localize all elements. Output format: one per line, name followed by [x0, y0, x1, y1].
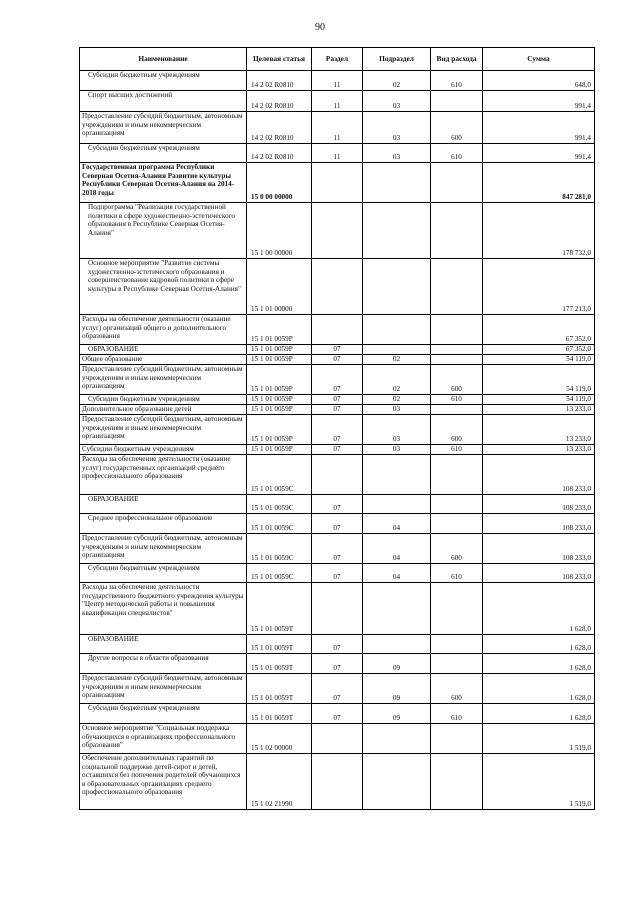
row-csr-cell: 15 1 01 0059Т	[247, 704, 312, 724]
row-section-cell: 07	[312, 445, 363, 455]
row-name-cell: Субсидии бюджетным учреждениям	[80, 564, 247, 583]
row-section-cell: 07	[312, 704, 363, 724]
row-csr-cell: 15 1 01 0059Т	[247, 635, 312, 654]
row-name-cell: Дополнительное образование детей	[80, 405, 247, 415]
row-expense-type-cell: 610	[431, 395, 483, 405]
row-csr-cell: 15 1 01 0059Т	[247, 583, 312, 635]
row-section-cell	[312, 203, 363, 259]
table-row	[80, 635, 595, 654]
row-csr-cell: 15 1 01 0059С	[247, 495, 312, 514]
row-subsection-cell: 03	[363, 405, 431, 415]
row-section-cell: 07	[312, 654, 363, 674]
row-csr-cell: 15 1 02 21990	[247, 754, 312, 810]
row-sum-cell: 108 233,0	[483, 455, 595, 495]
table-row	[80, 534, 595, 564]
row-sum-cell: 108 233,0	[483, 534, 595, 564]
row-csr-cell: 15 0 00 00000	[247, 163, 312, 203]
table-row	[80, 445, 595, 455]
row-section-cell: 07	[312, 534, 363, 564]
row-sum-cell: 67 352,0	[483, 345, 595, 355]
row-subsection-cell: 04	[363, 514, 431, 534]
row-expense-type-cell	[431, 583, 483, 635]
row-subsection-cell	[363, 345, 431, 355]
row-sum-cell: 1 628,0	[483, 583, 595, 635]
row-subsection-cell: 03	[363, 415, 431, 445]
row-name-cell: Спорт высших достижений	[80, 91, 247, 112]
row-name-cell: Субсидии бюджетным учреждениям	[80, 395, 247, 405]
row-csr-cell: 15 1 00 00000	[247, 203, 312, 259]
row-sum-cell: 54 119,0	[483, 355, 595, 365]
row-csr-cell: 14 2 02 R0810	[247, 71, 312, 91]
row-sum-cell: 54 119,0	[483, 395, 595, 405]
header-subsection: Подраздел	[363, 48, 431, 71]
row-subsection-cell: 04	[363, 564, 431, 583]
row-subsection-cell: 02	[363, 395, 431, 405]
row-expense-type-cell	[431, 635, 483, 654]
row-subsection-cell	[363, 259, 431, 315]
row-csr-cell: 14 2 02 R0810	[247, 112, 312, 144]
table-row	[80, 724, 595, 754]
row-name-cell: Предоставление субсидий бюджетным, автономным учреждениям и иным некоммерческим организациям	[80, 674, 247, 704]
row-name-cell: ОБРАЗОВАНИЕ	[80, 495, 247, 514]
row-section-cell: 07	[312, 415, 363, 445]
row-csr-cell: 15 1 01 0059Т	[247, 674, 312, 704]
row-section-cell: 07	[312, 495, 363, 514]
row-section-cell	[312, 259, 363, 315]
row-sum-cell: 991,4	[483, 112, 595, 144]
row-expense-type-cell	[431, 315, 483, 345]
table-row	[80, 203, 595, 259]
row-csr-cell: 15 1 01 0059С	[247, 514, 312, 534]
row-expense-type-cell	[431, 724, 483, 754]
row-expense-type-cell	[431, 203, 483, 259]
row-expense-type-cell: 600	[431, 534, 483, 564]
row-csr-cell: 15 1 01 0059Р	[247, 345, 312, 355]
table-row	[80, 674, 595, 704]
header-expense-type: Вид расхода	[431, 48, 483, 71]
row-name-cell: Обеспечение дополнительных гарантий по социальной поддержке детей-сирот и детей, оставшихся без попечения родителей обучающихся в образовательных организациях среднего профессионального образования	[80, 754, 247, 810]
row-name-cell: Другие вопросы в области образования	[80, 654, 247, 674]
row-expense-type-cell	[431, 455, 483, 495]
row-section-cell: 07	[312, 395, 363, 405]
row-sum-cell: 1 519,0	[483, 754, 595, 810]
row-subsection-cell	[363, 163, 431, 203]
row-subsection-cell: 09	[363, 674, 431, 704]
table-row	[80, 365, 595, 395]
row-sum-cell: 177 213,0	[483, 259, 595, 315]
row-name-cell: Расходы на обеспечение деятельности (оказание услуг) государственных организаций среднего профессионального образования	[80, 455, 247, 495]
row-csr-cell: 15 1 01 0059Р	[247, 365, 312, 395]
table-row	[80, 405, 595, 415]
table-row	[80, 564, 595, 583]
row-csr-cell: 15 1 01 0059С	[247, 455, 312, 495]
table-row	[80, 163, 595, 203]
row-sum-cell: 991,4	[483, 91, 595, 112]
row-section-cell: 07	[312, 564, 363, 583]
row-expense-type-cell	[431, 355, 483, 365]
row-name-cell: Предоставление субсидий бюджетным, автономным учреждениям и иным некоммерческим организациям	[80, 534, 247, 564]
row-expense-type-cell	[431, 163, 483, 203]
row-name-cell: Основное мероприятие "Социальная поддержка обучающихся в организациях профессионального образования"	[80, 724, 247, 754]
row-section-cell: 07	[312, 514, 363, 534]
row-section-cell: 07	[312, 405, 363, 415]
row-section-cell: 07	[312, 365, 363, 395]
row-name-cell: Субсидии бюджетным учреждениям	[80, 71, 247, 91]
row-expense-type-cell: 610	[431, 71, 483, 91]
row-expense-type-cell	[431, 654, 483, 674]
table-row	[80, 415, 595, 445]
row-sum-cell: 991,4	[483, 144, 595, 163]
row-csr-cell: 14 2 02 R0810	[247, 144, 312, 163]
row-section-cell: 07	[312, 345, 363, 355]
row-sum-cell: 108 233,0	[483, 495, 595, 514]
row-section-cell	[312, 163, 363, 203]
row-name-cell: Среднее профессиональное образование	[80, 514, 247, 534]
row-section-cell: 11	[312, 71, 363, 91]
table-row	[80, 91, 595, 112]
row-name-cell: Субсидии бюджетным учреждениям	[80, 445, 247, 455]
row-csr-cell: 15 1 02 00000	[247, 724, 312, 754]
row-expense-type-cell: 600	[431, 112, 483, 144]
row-name-cell: Государственная программа Республики Северная Осетия-Алания Развитие культуры Республики Северная Осетия-Алания на 2014-2018 годы	[80, 163, 247, 203]
row-name-cell: Предоставление субсидий бюджетным, автономным учреждениям и иным некоммерческим организациям	[80, 112, 247, 144]
row-section-cell: 07	[312, 635, 363, 654]
row-expense-type-cell: 610	[431, 564, 483, 583]
row-subsection-cell: 09	[363, 704, 431, 724]
row-csr-cell: 15 1 01 0059Р	[247, 355, 312, 365]
row-expense-type-cell: 600	[431, 674, 483, 704]
row-sum-cell: 108 233,0	[483, 564, 595, 583]
row-subsection-cell	[363, 583, 431, 635]
row-subsection-cell	[363, 724, 431, 754]
row-csr-cell: 15 1 01 0059Р	[247, 445, 312, 455]
row-csr-cell: 15 1 01 0059С	[247, 534, 312, 564]
row-name-cell: Общее образование	[80, 355, 247, 365]
row-expense-type-cell	[431, 754, 483, 810]
row-name-cell: Расходы на обеспечение деятельности государственного бюджетного учреждения культуры "Центр методической работы и повышения квалификации специалистов"	[80, 583, 247, 635]
row-sum-cell: 67 352,0	[483, 315, 595, 345]
table-row	[80, 514, 595, 534]
row-sum-cell: 1 628,0	[483, 635, 595, 654]
row-sum-cell: 13 233,0	[483, 405, 595, 415]
row-name-cell: Расходы на обеспечение деятельности (оказание услуг) организаций общего и дополнительного образования	[80, 315, 247, 345]
row-sum-cell: 847 281,0	[483, 163, 595, 203]
table-row	[80, 395, 595, 405]
row-section-cell: 07	[312, 355, 363, 365]
page-number: 90	[315, 22, 325, 33]
table-row	[80, 345, 595, 355]
table-row	[80, 112, 595, 144]
table-row	[80, 455, 595, 495]
row-name-cell: Подпрограмма "Реализация государственной политики в сфере художественно-эстетического образования в Республике Северная Осетия-Алания"	[80, 203, 247, 259]
row-subsection-cell	[363, 754, 431, 810]
row-sum-cell: 1 628,0	[483, 704, 595, 724]
row-expense-type-cell	[431, 514, 483, 534]
row-section-cell	[312, 455, 363, 495]
row-subsection-cell: 02	[363, 365, 431, 395]
row-csr-cell: 15 1 01 0059Р	[247, 315, 312, 345]
row-expense-type-cell: 600	[431, 415, 483, 445]
header-csr: Целевая статья	[247, 48, 312, 71]
row-sum-cell: 648,0	[483, 71, 595, 91]
row-expense-type-cell: 610	[431, 704, 483, 724]
table-row	[80, 259, 595, 315]
row-csr-cell: 15 1 01 00000	[247, 259, 312, 315]
row-sum-cell: 1 519,0	[483, 724, 595, 754]
row-csr-cell: 15 1 01 0059Т	[247, 654, 312, 674]
row-section-cell: 11	[312, 112, 363, 144]
table-row	[80, 315, 595, 345]
row-subsection-cell: 04	[363, 534, 431, 564]
row-section-cell: 07	[312, 674, 363, 704]
row-sum-cell: 1 628,0	[483, 654, 595, 674]
row-section-cell: 11	[312, 144, 363, 163]
row-sum-cell: 108 233,0	[483, 514, 595, 534]
row-subsection-cell: 03	[363, 91, 431, 112]
table-row	[80, 495, 595, 514]
row-subsection-cell: 03	[363, 112, 431, 144]
row-expense-type-cell: 610	[431, 144, 483, 163]
row-subsection-cell	[363, 203, 431, 259]
row-subsection-cell: 02	[363, 71, 431, 91]
row-csr-cell: 15 1 01 0059Р	[247, 395, 312, 405]
row-section-cell	[312, 315, 363, 345]
row-name-cell: ОБРАЗОВАНИЕ	[80, 345, 247, 355]
table-row	[80, 355, 595, 365]
row-subsection-cell	[363, 495, 431, 514]
row-subsection-cell	[363, 455, 431, 495]
row-subsection-cell: 09	[363, 654, 431, 674]
row-name-cell: Предоставление субсидий бюджетным, автономным учреждениям и иным некоммерческим организациям	[80, 415, 247, 445]
budget-table	[79, 47, 595, 810]
table-row	[80, 654, 595, 674]
header-name: Наименование	[80, 48, 247, 71]
row-section-cell	[312, 754, 363, 810]
row-name-cell: Субсидии бюджетным учреждениям	[80, 144, 247, 163]
row-sum-cell: 1 628,0	[483, 674, 595, 704]
row-expense-type-cell: 600	[431, 365, 483, 395]
row-name-cell: Предоставление субсидий бюджетным, автономным учреждениям и иным некоммерческим организациям	[80, 365, 247, 395]
row-sum-cell: 178 732,0	[483, 203, 595, 259]
row-subsection-cell	[363, 315, 431, 345]
row-expense-type-cell	[431, 91, 483, 112]
table-row	[80, 71, 595, 91]
row-subsection-cell: 03	[363, 445, 431, 455]
row-csr-cell: 15 1 01 0059С	[247, 564, 312, 583]
row-name-cell: ОБРАЗОВАНИЕ	[80, 635, 247, 654]
row-subsection-cell: 02	[363, 355, 431, 365]
row-section-cell	[312, 583, 363, 635]
row-sum-cell: 54 119,0	[483, 365, 595, 395]
table-row	[80, 583, 595, 635]
row-csr-cell: 14 2 02 R0810	[247, 91, 312, 112]
row-expense-type-cell	[431, 259, 483, 315]
table-body	[80, 71, 595, 810]
row-name-cell: Основное мероприятие "Развитие системы художественно-эстетического образования и совершенствование кадровой политики в сфере культуры в Республике Северная Осетия-Алания"	[80, 259, 247, 315]
table-header-row	[80, 48, 595, 71]
table-row	[80, 754, 595, 810]
header-section: Раздел	[312, 48, 363, 71]
row-section-cell: 11	[312, 91, 363, 112]
table-row	[80, 144, 595, 163]
row-name-cell: Субсидии бюджетным учреждениям	[80, 704, 247, 724]
row-subsection-cell	[363, 635, 431, 654]
row-section-cell	[312, 724, 363, 754]
row-sum-cell: 13 233,0	[483, 445, 595, 455]
table-row	[80, 704, 595, 724]
row-subsection-cell: 03	[363, 144, 431, 163]
row-expense-type-cell	[431, 405, 483, 415]
row-csr-cell: 15 1 01 0059Р	[247, 405, 312, 415]
row-expense-type-cell: 610	[431, 445, 483, 455]
row-expense-type-cell	[431, 345, 483, 355]
header-sum: Сумма	[483, 48, 595, 71]
row-expense-type-cell	[431, 495, 483, 514]
row-csr-cell: 15 1 01 0059Р	[247, 415, 312, 445]
row-sum-cell: 13 233,0	[483, 415, 595, 445]
